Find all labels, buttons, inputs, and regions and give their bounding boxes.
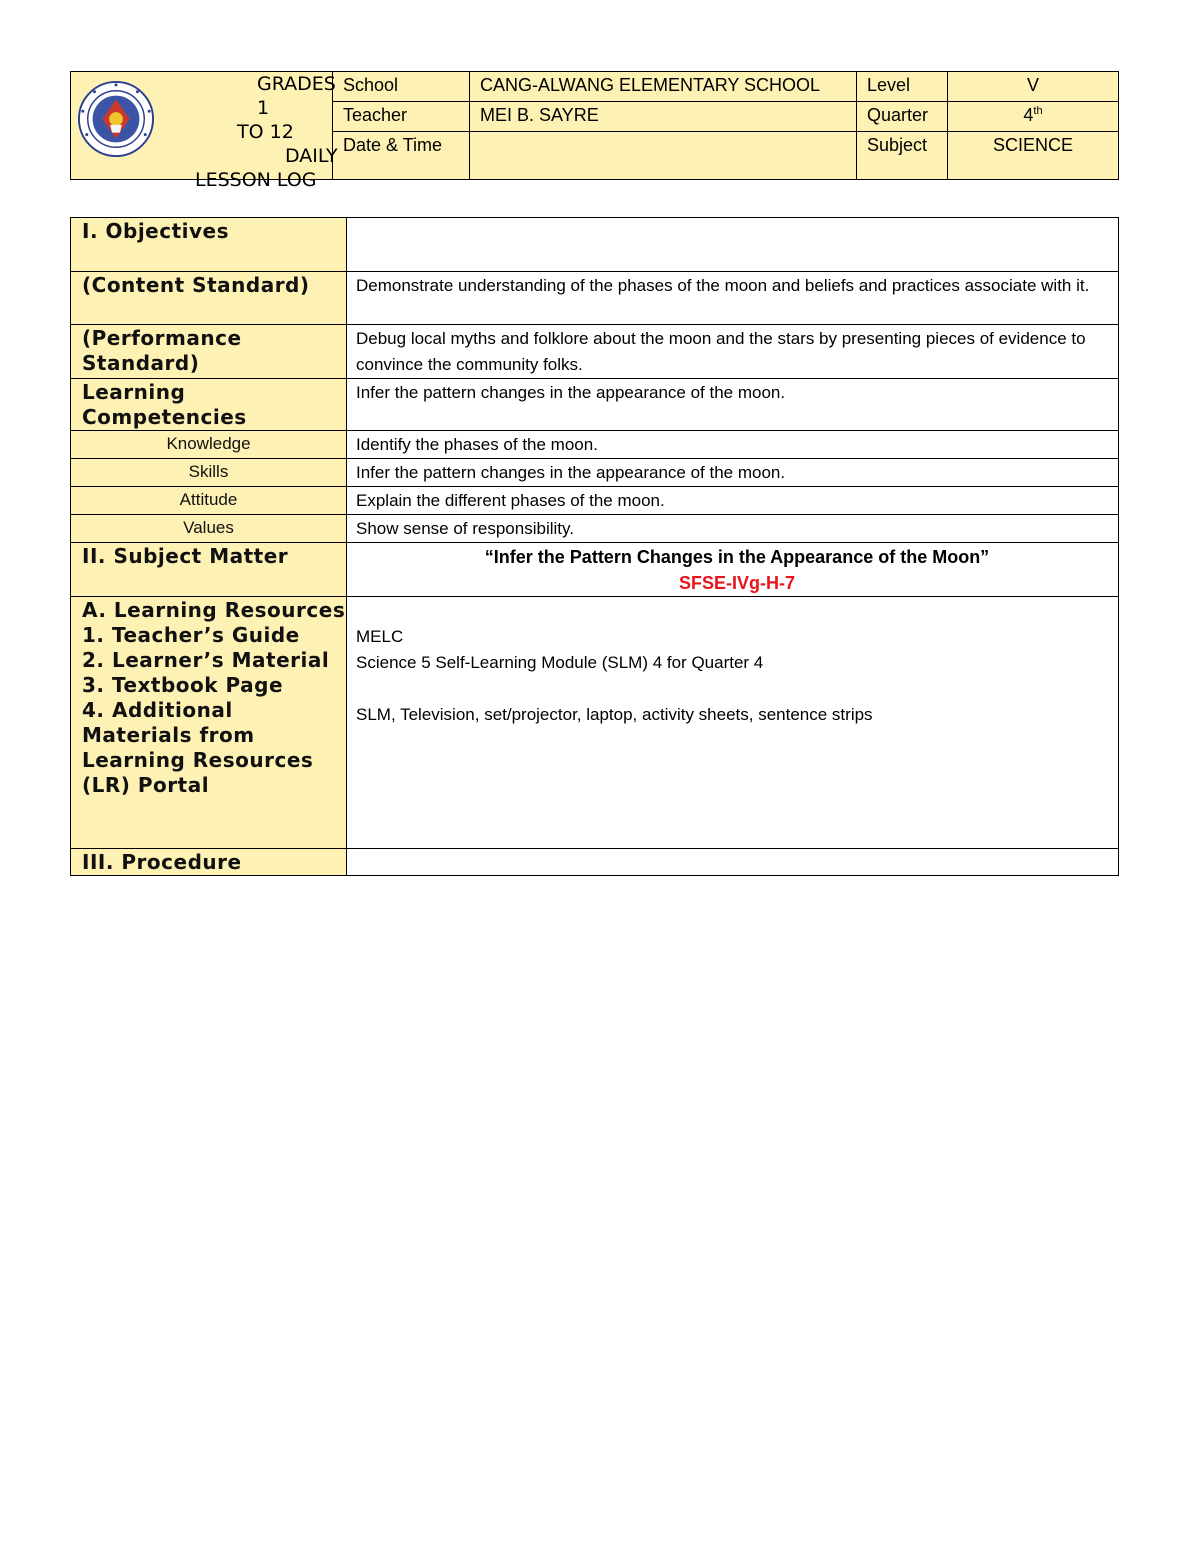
- quarter-value: [948, 102, 1119, 132]
- skills-label: Skills: [71, 459, 347, 487]
- teacher-label: Teacher: [333, 102, 470, 132]
- competencies-label: Learning Competencies: [71, 379, 347, 431]
- datetime-label: Date & Time: [333, 132, 470, 180]
- school-value: CANG-ALWANG ELEMENTARY SCHOOL: [470, 72, 857, 102]
- header-table: [70, 71, 1119, 191]
- subject-matter-cell: [347, 543, 1119, 597]
- procedure-label: III. Procedure: [71, 849, 347, 876]
- performance-standard-text: Debug local myths and folklore about the moon and the stars by presenting pieces of evidence to convince the community folks.: [347, 325, 1119, 379]
- content-standard-text: Demonstrate understanding of the phases of the moon and beliefs and practices associate with it.: [347, 272, 1119, 325]
- datetime-value[interactable]: [470, 132, 857, 180]
- lesson-plan-table: [70, 217, 1119, 876]
- subject-matter-label: II. Subject Matter: [71, 543, 347, 597]
- content-standard-label: (Content Standard): [71, 272, 347, 325]
- resources-line: SLM, Television, set/projector, laptop, activity sheets, sentence strips: [356, 705, 873, 724]
- deped-seal-icon: [77, 80, 155, 158]
- competencies-text: Infer the pattern changes in the appearance of the moon.: [347, 379, 1119, 431]
- subject-label: Subject: [857, 132, 948, 180]
- quarter-label: Quarter: [857, 102, 948, 132]
- performance-standard-label: (Performance Standard): [71, 325, 347, 379]
- subject-matter-title: “Infer the Pattern Changes in the Appearance of the Moon”: [484, 547, 990, 567]
- teacher-value: MEI B. SAYRE: [470, 102, 857, 132]
- title-line: TO 12: [237, 121, 294, 143]
- subject-value: SCIENCE: [948, 132, 1119, 180]
- skills-text: Infer the pattern changes in the appearance of the moon.: [347, 459, 1119, 487]
- quarter-suffix: th: [1033, 105, 1043, 117]
- objectives-value: [347, 218, 1119, 272]
- level-label: Level: [857, 72, 948, 102]
- values-text: Show sense of responsibility.: [347, 515, 1119, 543]
- level-value: V: [948, 72, 1119, 102]
- procedure-value: [347, 849, 1119, 876]
- objectives-label: I. Objectives: [71, 218, 347, 272]
- school-label: School: [333, 72, 470, 102]
- knowledge-text: Identify the phases of the moon.: [347, 431, 1119, 459]
- lesson-log-title: [161, 72, 338, 192]
- header-logo-cell: [71, 72, 338, 191]
- resources-line: MELC: [356, 627, 404, 646]
- values-label: Values: [71, 515, 347, 543]
- attitude-text: Explain the different phases of the moon.: [347, 487, 1119, 515]
- resources-label: A. Learning Resources 1. Teacher’s Guide 2. Learner’s Material 3. Textbook Page 4. Additional Materials from Learning Resources (LR) Portal: [71, 597, 347, 849]
- resources-line: Science 5 Self-Learning Module (SLM) 4 for Quarter 4: [356, 653, 764, 672]
- subject-matter-code: SFSE-IVg-H-7: [678, 573, 795, 593]
- quarter-number: 4: [1023, 105, 1034, 125]
- attitude-label: Attitude: [71, 487, 347, 515]
- title-line: DAILY: [285, 145, 338, 167]
- title-line: GRADES 1: [257, 73, 336, 119]
- title-line: LESSON LOG: [195, 169, 317, 191]
- knowledge-label: Knowledge: [71, 431, 347, 459]
- resources-cell: [347, 597, 1119, 849]
